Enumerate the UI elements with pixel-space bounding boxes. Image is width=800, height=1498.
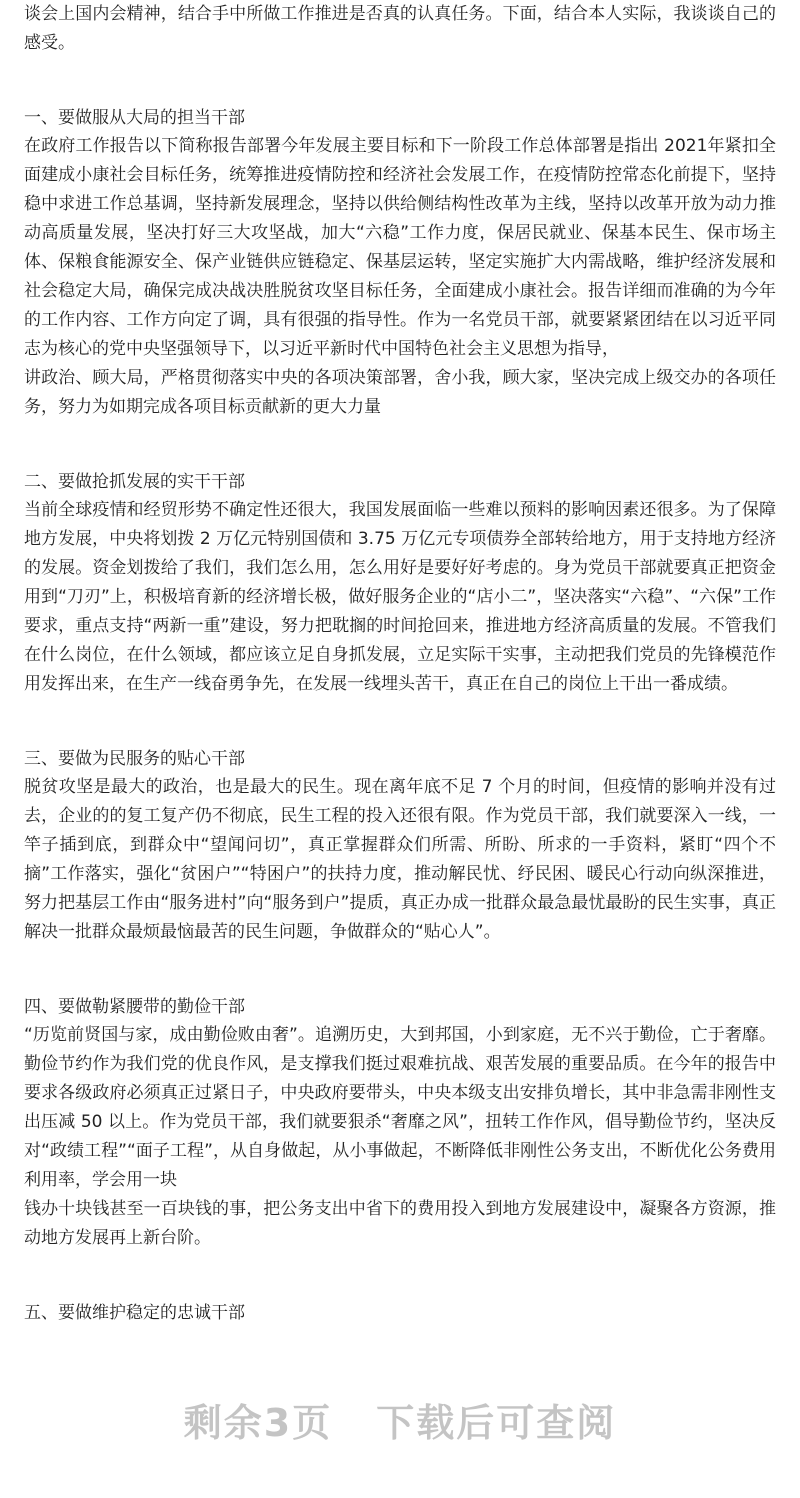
section-3 xyxy=(24,745,776,947)
section-4 xyxy=(24,993,776,1253)
section-heading: 三、要做为民服务的贴心干部 xyxy=(24,749,245,769)
section-paragraph: “历览前贤国与家，成由勤俭败由奢”。追溯历史，大到邦国，小到家庭，无不兴于勤俭，亡于奢靡。勤俭节约作为我们党的优良作风，是支撑我们挺过艰难抗战、艰苦发展的重要品质。在今年的报告中要求各级政府必须真正过紧日子，中央政府要带头，中央本级支出安排负增长，其中非急需非刚性支出压减 50 以上。作为党员干部，我们就要狠杀“奢靡之风”，扭转工作作风，倡导勤俭节约，坚决反对“政绩工程”“面子工程”，从自身做起，从小事做起，不断降低非刚性公务支出，不断优化公务费用利用率，学会用一块 xyxy=(24,1025,776,1190)
section-paragraph: 在政府工作报告以下简称报告部署今年发展主要目标和下一阶段工作总体部署是指出 2021年紧扣全面建成小康社会目标任务，统筹推进疫情防控和经济社会发展工作，在疫情防控常态化前提下，坚持稳中求进工作总基调，坚持新发展理念，坚持以供给侧结构性改革为主线，坚持以改革开放为动力推动高质量发展，坚决打好三大攻坚战，加大“六稳”工作力度，保居民就业、保基本民生、保市场主体、保粮食能源安全、保产业链供应链稳定、保基层运转，坚定实施扩大内需战略，维护经济发展和社会稳定大局，确保完成决战决胜脱贫攻坚目标任务，全面建成小康社会。报告详细而准确的为今年的工作内容、工作方向定了调，具有很强的指导性。作为一名党员干部，就要紧紧团结在以习近平同志为核心的党中央坚强领导下，以习近平新时代中国特色社会主义思想为指导， xyxy=(24,136,776,359)
section-heading: 二、要做抢抓发展的实干干部 xyxy=(24,472,245,492)
section-heading: 五、要做维护稳定的忠诚干部 xyxy=(24,1303,245,1323)
section-paragraph: 讲政治、顾大局，严格贯彻落实中央的各项决策部署，舍小我，顾大家，坚决完成上级交办的各项任务，努力为如期完成各项目标贡献新的更大力量 xyxy=(24,368,776,417)
section-paragraph: 脱贫攻坚是最大的政治，也是最大的民生。现在离年底不足 7 个月的时间，但疫情的影响并没有过去，企业的的复工复产仍不彻底，民生工程的投入还很有限。作为党员干部，我们就要深入一线，一竿子插到底，到群众中“望闻问切”，真正掌握群众们所需、所盼、所求的一手资料，紧盯“四个不摘”工作落实，强化“贫困户”“特困户”的扶持力度，推动解民忧、纾民困、暖民心行动向纵深推进，努力把基层工作由“服务进村”向“服务到户”提质，真正办成一批群众最急最忧最盼的民生实事，真正解决一批群众最烦最恼最苦的民生问题，争做群众的“贴心人”。 xyxy=(24,777,776,942)
section-heading: 四、要做勒紧腰带的勤俭干部 xyxy=(24,997,245,1017)
download-banner[interactable] xyxy=(0,1392,800,1447)
remaining-pages-label[interactable]: 剩余3页 xyxy=(183,1401,333,1445)
section-2 xyxy=(24,468,776,699)
intro-paragraph: 谈会上国内会精神，结合手中所做工作推进是否真的认真任务。下面，结合本人实际，我谈谈自己的感受。 xyxy=(24,4,776,53)
download-to-view-label[interactable]: 下载后可查阅 xyxy=(376,1401,617,1445)
section-paragraph: 当前全球疫情和经贸形势不确定性还很大，我国发展面临一些难以预料的影响因素还很多。为了保障地方发展，中央将划拨 2 万亿元特别国债和 3.75 万亿元专项债券全部转给地方，用于支持地方经济的发展。资金划拨给了我们，我们怎么用，怎么用好是要好好考虑的。身为党员干部就要真正把资金用到“刀刃”上，积极培育新的经济增长极，做好服务企业的“店小二”，坚决落实“六稳”、“六保”工作要求，重点支持“两新一重”建设，努力把耽搁的时间抢回来，推进地方经济高质量的发展。不管我们在什么岗位，在什么领域，都应该立足自身抓发展，立足实际干实事，主动把我们党员的先锋模范作用发挥出来，在生产一线奋勇争先，在发展一线埋头苦干，真正在自己的岗位上干出一番成绩。 xyxy=(24,500,776,694)
section-paragraph: 钱办十块钱甚至一百块钱的事，把公务支出中省下的费用投入到地方发展建设中，凝聚各方资源，推动地方发展再上新台阶。 xyxy=(24,1199,776,1248)
document-body xyxy=(24,0,776,1327)
section-heading: 一、要做服从大局的担当干部 xyxy=(24,108,245,128)
section-1 xyxy=(24,104,776,422)
section-5 xyxy=(24,1299,776,1327)
